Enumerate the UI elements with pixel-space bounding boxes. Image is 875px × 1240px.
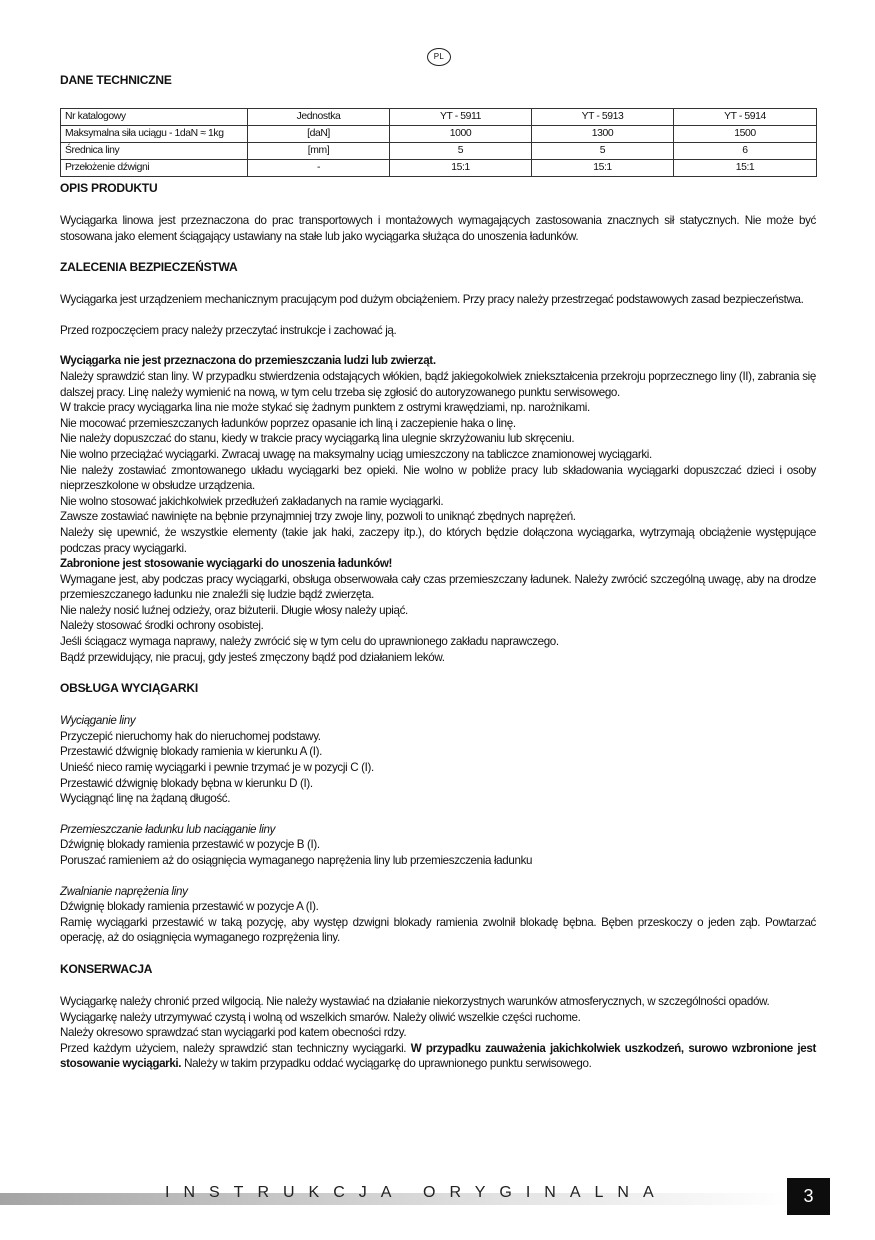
table-cell: - [248,160,390,177]
table-cell: [mm] [248,143,390,160]
safety-line: Nie wolno stosować jakichkolwiek przedłużeń zakładanych na ramie wyciągarki. [60,494,444,508]
table-cell: Przełożenie dźwigni [61,160,248,177]
safety-line: Nie należy zostawiać zmontowanego układu wyciągarki bez opieki. Nie wolno w pobliże pracy lub składowania wyciągarki dopuszczać dzieci i osoby nieprzeszkolone w obsłudze urządzenia. [60,463,816,493]
release-subheading: Zwalnianie naprężenia liny [60,884,188,898]
operation-line: Przestawić dźwignię blokady ramienia w kierunku A (I). [60,745,323,759]
warning-text: Zabronione jest stosowanie wyciągarki do unoszenia ładunków! [60,557,393,571]
table-cell: 5 [390,143,532,160]
safety-line: Należy się upewnić, że wszystkie elementy (takie jak haki, zaczepy itp.), do których będzie dołączona wyciągarka, wytrzymają obciążenie występujące podczas pracy wyciągarki. [60,525,816,555]
table-row [61,109,817,126]
safety-heading: ZALECENIA BEZPIECZEŃSTWA [60,260,238,275]
table-cell: Nr katalogowy [61,109,248,126]
table-cell: 1500 [674,126,817,143]
table-row [61,126,817,143]
safety-line: Jeśli ściągacz wymaga naprawy, należy zwrócić się w tym celu do uprawnionego zakładu naprawczego. [60,635,559,649]
table-cell: YT - 5914 [674,109,817,126]
table-cell: [daN] [248,126,390,143]
maintenance-last-pre: Przed każdym użyciem, należy sprawdzić stan techniczny wyciągarki. [60,1041,407,1055]
table-cell: YT - 5913 [532,109,674,126]
maintenance-line: Wyciągarkę należy utrzymywać czystą i wolną od wszelkich smarów. Należy oliwić wszelkie części ruchome. [60,1010,581,1024]
tech-data-heading: DANE TECHNICZNE [60,73,172,87]
maintenance-last-paragraph [60,1041,816,1072]
safety-line: W trakcie pracy wyciągarka lina nie może stykać się żadnym punktem z ostrymi krawędziami, np. narożnikami. [60,401,590,415]
safety-line: Nie wolno przeciążać wyciągarki. Zwracaj uwagę na maksymalny uciąg umieszczony na tabliczce znamionowej wyciągarki. [60,447,652,461]
language-badge: PL [427,48,451,66]
operation-line: Poruszać ramieniem aż do osiągnięcia wymaganego naprężenia liny lub przemieszczenia ładunku [60,854,533,867]
safety-read-instructions: Przed rozpoczęciem pracy należy przeczytać instrukcje i zachować ją. [60,323,397,337]
table-cell: Średnica liny [61,143,248,160]
page-number: 3 [787,1178,830,1215]
operation-line: Ramię wyciągarki przestawić w taką pozycję, aby występ dzwigni blokady ramienia zwolnił blokadę bębna. Bęben przeskoczy o jeden ząb. Powtarzać operację, aż do osiągnięcia wymaganego rozprężenia liny. [60,915,816,945]
safety-line: Nie należy nosić luźnej odzieży, oraz biżuterii. Długie włosy należy upiąć. [60,603,408,617]
pulling-subheading: Wyciąganie liny [60,714,136,728]
operation-line: Przestawić dźwignię blokady bębna w kierunku D (I). [60,776,313,790]
safety-line: Nie należy dopuszczać do stanu, kiedy w trakcie pracy wyciągarką lina ulegnie skrzyżowaniu lub skręceniu. [60,432,575,446]
table-cell: 6 [674,143,817,160]
table-cell: 15:1 [674,160,817,177]
table-cell: 15:1 [390,160,532,177]
safety-line: Należy stosować środki ochrony osobistej. [60,619,264,633]
safety-intro: Wyciągarka jest urządzeniem mechanicznym pracującym pod dużym obciążeniem. Przy pracy należy przestrzegać podstawowych zasad bezpieczeństwa. [60,293,804,307]
maintenance-warning: W przypadku zauważenia jakichkolwiek uszkodzeń, surowo wzbronione jest stosowanie wyciągarki. [60,1041,817,1071]
operation-line: Przyczepić nieruchomy hak do nieruchomej podstawy. [60,729,321,743]
table-row [61,160,817,177]
product-description: Wyciągarka linowa jest przeznaczona do prac transportowych i montażowych wymagających zastosowania znacznych sił statycznych. Nie może być stosowana jako element ściągający ustawiany na stałe lub jako wyciągarka służąca do unoszenia ładunków. [60,214,816,243]
warning-text: Wyciągarka nie jest przeznaczona do przemieszczania ludzi lub zwierząt. [60,354,436,368]
operation-line: Wyciągnąć linę na żądaną długość. [60,792,231,806]
operation-line: Dźwignię blokady ramienia przestawić w pozycje A (I). [60,900,319,914]
footer-title: INSTRUKCJA ORYGINALNA [165,1184,668,1201]
table-cell: 15:1 [532,160,674,177]
maintenance-line: Należy okresowo sprawdzać stan wyciągarki pod katem obecności rdzy. [60,1026,407,1040]
table-cell: YT - 5911 [390,109,532,126]
table-cell: 5 [532,143,674,160]
safety-warning-lifting [60,556,816,572]
table-cell: Maksymalna siła uciągu - 1daN ≈ 1kg [61,126,248,143]
safety-warning-people [60,353,816,369]
operation-line: Unieść nieco ramię wyciągarki i pewnie trzymać je w pozycji C (I). [60,761,374,775]
safety-line: Wymagane jest, aby podczas pracy wyciągarki, obsługa obserwowała cały czas przemieszczany ładunek. Należy zwrócić szczególną uwagę, aby na drodze przemieszczanego ładunku nie znaleźli się ludzie bądź zwierzęta. [60,572,816,602]
safety-line: Należy sprawdzić stan liny. W przypadku stwierdzenia odstających włókien, bądź jakiegokolwiek zniekształcenia przekroju poprzecznego liny (II), zabrania się dalszej pracy. Linę należy wymienić na nową, w tym celu trzeba się zgłosić do autoryzowanego punktu serwisowego. [60,369,816,399]
operation-heading: OBSŁUGA WYCIĄGARKI [60,681,198,696]
safety-line: Bądź przewidujący, nie pracuj, gdy jesteś zmęczony bądź pod działaniem leków. [60,650,445,664]
table-row [61,143,817,160]
maintenance-last-post: Należy w takim przypadku oddać wyciągarkę do uprawnionego punktu serwisowego. [184,1057,592,1071]
safety-line: Nie mocować przemieszczanych ładunków poprzez opasanie ich liną i zaczepienie haka o linę. [60,416,516,430]
tech-data-table [60,108,817,177]
table-cell: 1000 [390,126,532,143]
table-cell: Jednostka [248,109,390,126]
safety-line: Zawsze zostawiać nawinięte na bębnie przynajmniej trzy zwoje liny, pozwoli to uniknąć zbędnych naprężeń. [60,510,576,524]
operation-line: Dźwignię blokady ramienia przestawić w pozycje B (I). [60,838,320,852]
maintenance-heading: KONSERWACJA [60,961,153,976]
maintenance-line: Wyciągarkę należy chronić przed wilgocią. Nie należy wystawiać na działanie niekorzystnych warunków atmosferycznych, w szczególności opadów. [60,994,770,1008]
table-cell: 1300 [532,126,674,143]
moving-subheading: Przemieszczanie ładunku lub naciąganie liny [60,822,276,836]
product-heading: OPIS PRODUKTU [60,181,158,195]
page-content [60,72,816,1072]
